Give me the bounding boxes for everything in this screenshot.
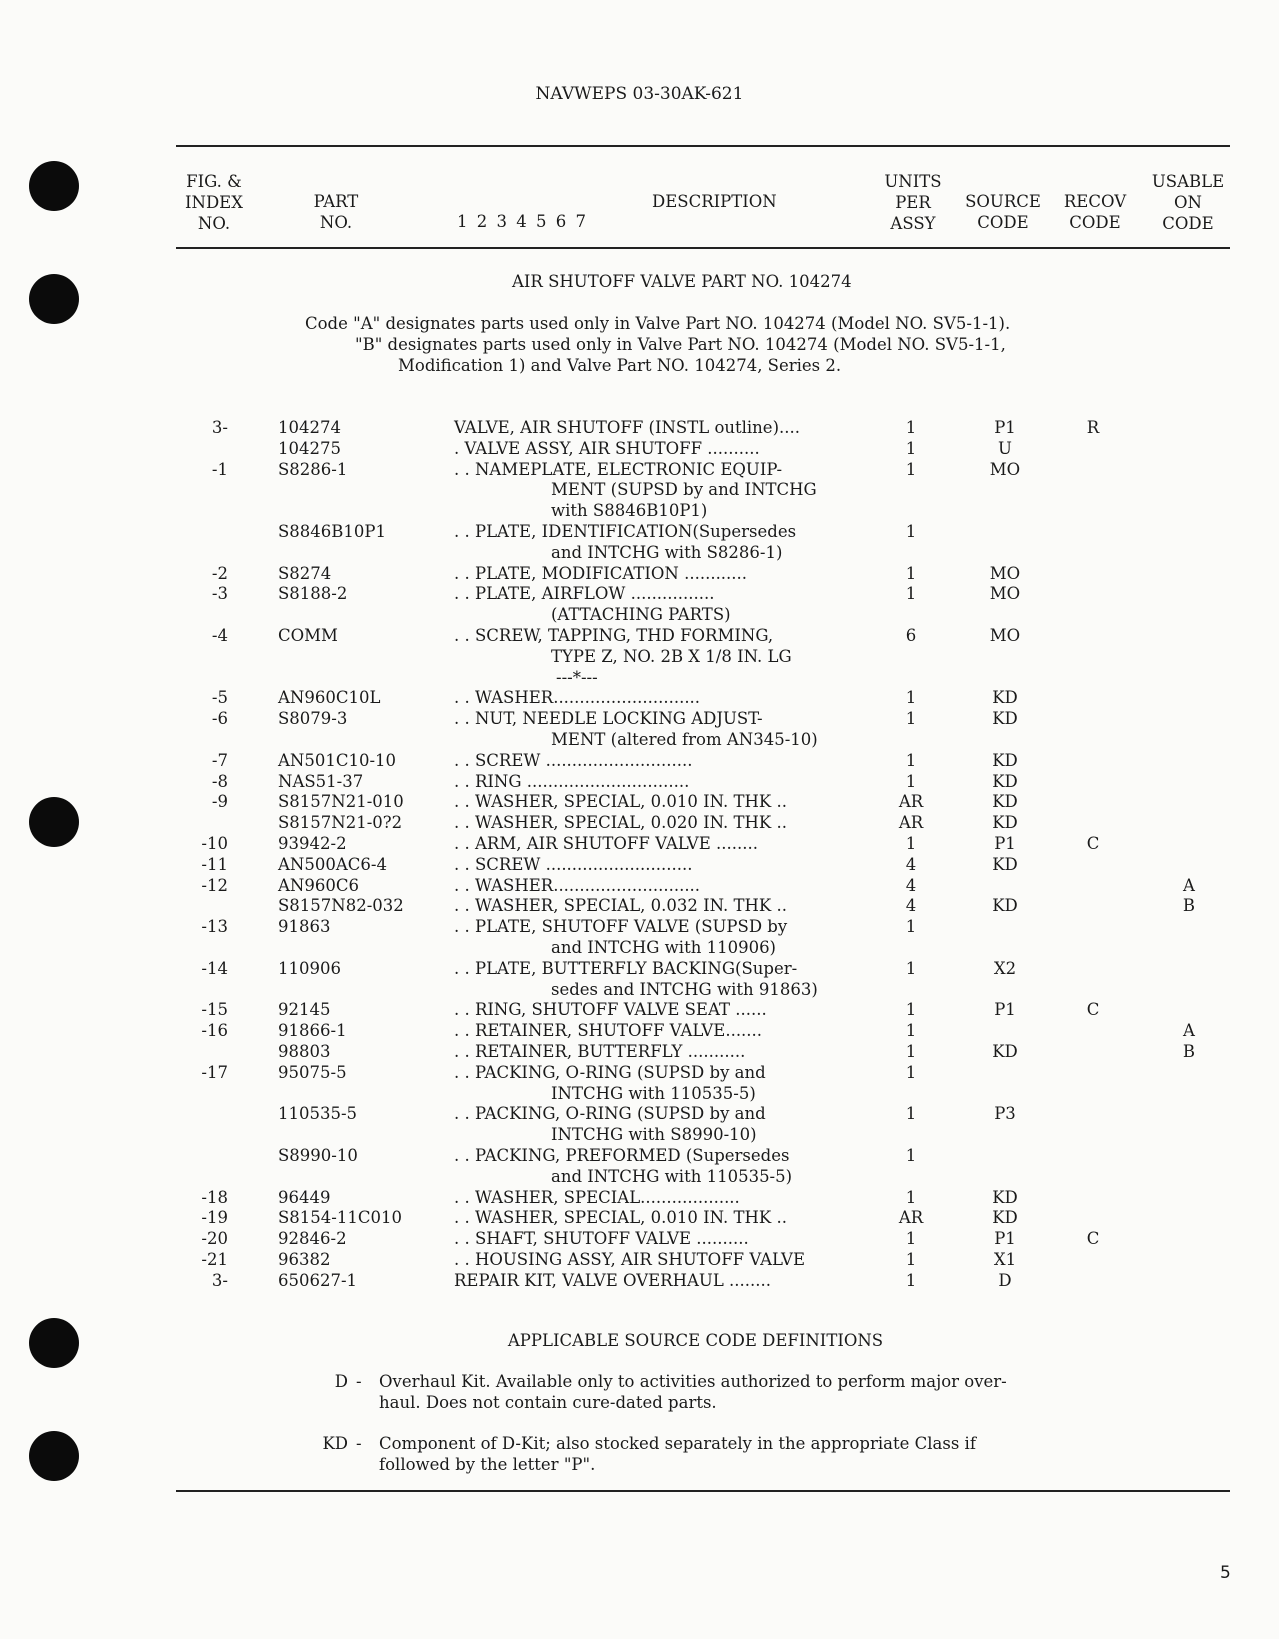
row-part-number: 98803	[278, 1042, 331, 1061]
row-part-number: 96382	[278, 1250, 331, 1269]
row-source-code: KD	[992, 750, 1018, 770]
row-part-number: S8157N82-032	[278, 896, 404, 916]
row-part-number: 110535-5	[278, 1104, 358, 1124]
row-fig-number: -2	[211, 563, 228, 583]
row-units-per-assy: 1	[905, 688, 917, 708]
row-description-continued: ---*---	[556, 667, 598, 687]
row-part-number: AN501C10-10	[278, 750, 397, 770]
row-part-number: S8846B10P1	[278, 522, 387, 541]
row-description: . . WASHER............................	[454, 688, 701, 708]
definition-kd-line-2: followed by the letter "P".	[379, 1455, 596, 1474]
row-fig-number: 3-	[211, 418, 228, 437]
row-fig-number: -14	[201, 958, 228, 978]
row-units-per-assy: AR	[898, 1208, 924, 1228]
definition-dash: -	[356, 1434, 362, 1453]
row-description: . . RING, SHUTOFF VALVE SEAT ......	[454, 1000, 767, 1020]
row-description-continued: INTCHG with 110535-5)	[551, 1083, 756, 1103]
row-part-number: S8286-1	[278, 459, 348, 479]
col-header-source: SOURCE CODE	[965, 192, 1041, 232]
row-fig-number: -9	[211, 792, 228, 812]
row-part-number: 93942-2	[278, 834, 347, 853]
row-source-code: P1	[994, 834, 1016, 853]
row-fig-number: -5	[211, 688, 228, 708]
row-description-continued: TYPE Z, NO. 2B X 1/8 IN. LG	[551, 646, 792, 666]
definition-code-kd: KD	[322, 1434, 348, 1453]
row-part-number: S8188-2	[278, 584, 348, 604]
row-units-per-assy: 1	[905, 958, 917, 978]
row-description: . . PLATE, IDENTIFICATION(Supersedes	[454, 522, 797, 541]
row-description: . . PLATE, BUTTERFLY BACKING(Super-	[454, 958, 798, 978]
row-source-code: D	[998, 1270, 1012, 1290]
row-description: . . PACKING, PREFORMED (Supersedes	[454, 1146, 790, 1165]
row-description: REPAIR KIT, VALVE OVERHAUL ........	[454, 1270, 771, 1290]
row-description: . . WASHER, SPECIAL...................	[454, 1187, 740, 1207]
row-part-number: 104274	[278, 418, 341, 437]
row-fig-number: -4	[211, 626, 228, 645]
row-source-code: KD	[992, 688, 1018, 708]
row-source-code: X2	[993, 958, 1017, 978]
binder-hole-1	[29, 161, 79, 211]
col-header-recov: RECOV CODE	[1063, 192, 1127, 232]
row-part-number: 95075-5	[278, 1062, 347, 1082]
row-fig-number: -3	[211, 584, 228, 604]
row-fig-number: -21	[201, 1250, 228, 1269]
col-header-part: PART NO.	[313, 192, 359, 232]
row-source-code: MO	[989, 563, 1021, 583]
document-number: NAVWEPS 03-30AK-621	[535, 84, 744, 104]
row-description: . VALVE ASSY, AIR SHUTOFF ..........	[454, 438, 760, 458]
row-source-code: P1	[994, 418, 1016, 437]
binder-hole-3	[29, 797, 79, 847]
row-description: . . WASHER, SPECIAL, 0.010 IN. THK ..	[454, 792, 787, 812]
row-units-per-assy: 1	[905, 522, 917, 541]
row-description: . . WASHER............................	[454, 875, 701, 895]
row-description-continued: sedes and INTCHG with 91863)	[551, 979, 818, 999]
row-part-number: NAS51-37	[278, 771, 364, 791]
row-units-per-assy: 1	[905, 438, 917, 458]
row-description-continued: MENT (SUPSD by and INTCHG	[551, 480, 817, 500]
row-part-number: S8157N21-010	[278, 792, 404, 812]
row-units-per-assy: 1	[905, 584, 917, 604]
row-description: . . PACKING, O-RING (SUPSD by and	[454, 1104, 766, 1124]
row-description-continued: and INTCHG with S8286-1)	[551, 542, 783, 562]
header-bottom-rule	[176, 247, 1230, 249]
row-units-per-assy: 1	[905, 709, 917, 729]
row-units-per-assy: 1	[905, 917, 917, 937]
row-source-code: KD	[992, 1187, 1018, 1207]
row-source-code: KD	[992, 896, 1018, 916]
row-part-number: S8157N21-0?2	[278, 813, 403, 833]
row-usable-on-code: B	[1182, 896, 1196, 916]
row-description: . . PACKING, O-RING (SUPSD by and	[454, 1062, 766, 1082]
col-header-description: DESCRIPTION	[652, 192, 777, 211]
row-units-per-assy: 1	[905, 1250, 917, 1269]
row-part-number: S8079-3	[278, 709, 348, 729]
row-part-number: 92846-2	[278, 1229, 347, 1249]
code-note-line-2: "B" designates parts used only in Valve Part NO. 104274 (Model NO. SV5-1-1,	[355, 335, 1006, 354]
definition-d-line-2: haul. Does not contain cure-dated parts.	[379, 1393, 717, 1412]
row-description-continued: INTCHG with S8990-10)	[551, 1125, 757, 1145]
row-description: . . RING ...............................	[454, 771, 690, 791]
row-source-code: KD	[992, 854, 1018, 874]
row-fig-number: -17	[201, 1062, 228, 1082]
row-part-number: 91866-1	[278, 1021, 347, 1041]
row-fig-number: -16	[201, 1021, 228, 1041]
row-description: . . SCREW, TAPPING, THD FORMING,	[454, 626, 774, 645]
row-source-code: KD	[992, 813, 1018, 833]
definition-code-d: D	[334, 1372, 348, 1391]
page-number: 5	[1220, 1563, 1231, 1583]
definition-kd-line-1: Component of D-Kit; also stocked separately in the appropriate Class if	[379, 1434, 976, 1453]
row-units-per-assy: 1	[905, 1270, 917, 1290]
row-part-number: S8154-11C010	[278, 1208, 402, 1228]
col-header-units: UNITS PER ASSY	[884, 172, 942, 233]
row-part-number: S8990-10	[278, 1146, 358, 1165]
row-description-continued: MENT (altered from AN345-10)	[551, 730, 818, 749]
row-recov-code: C	[1086, 1000, 1100, 1020]
col-header-indent: 1 2 3 4 5 6 7	[457, 212, 586, 231]
row-units-per-assy: 1	[905, 1146, 917, 1165]
row-fig-number: -8	[211, 771, 228, 791]
row-units-per-assy: 1	[905, 834, 917, 853]
row-units-per-assy: 1	[905, 1021, 917, 1041]
row-recov-code: C	[1086, 834, 1100, 853]
header-top-rule	[176, 145, 1230, 147]
row-source-code: MO	[989, 584, 1021, 604]
row-fig-number: -18	[201, 1187, 228, 1207]
row-description: . . RETAINER, BUTTERFLY ...........	[454, 1042, 746, 1061]
row-units-per-assy: 1	[905, 1104, 917, 1124]
row-description: . . WASHER, SPECIAL, 0.020 IN. THK ..	[454, 813, 787, 833]
row-fig-number: -15	[201, 1000, 228, 1020]
definition-d-line-1: Overhaul Kit. Available only to activities authorized to perform major over-	[379, 1372, 1007, 1391]
binder-hole-2	[29, 274, 79, 324]
row-part-number: AN960C6	[278, 875, 359, 895]
binder-hole-5	[29, 1431, 79, 1481]
row-units-per-assy: AR	[898, 792, 924, 812]
row-usable-on-code: A	[1183, 875, 1195, 895]
row-description-continued: and INTCHG with 110535-5)	[551, 1166, 793, 1186]
row-fig-number: -19	[201, 1208, 228, 1228]
row-description: . . RETAINER, SHUTOFF VALVE.......	[454, 1021, 763, 1041]
row-description: . . SCREW ............................	[454, 750, 693, 770]
row-units-per-assy: 1	[905, 1062, 917, 1082]
row-description-continued: (ATTACHING PARTS)	[551, 605, 731, 625]
row-fig-number: -11	[201, 854, 228, 874]
row-recov-code: C	[1086, 1229, 1100, 1249]
row-usable-on-code: B	[1182, 1042, 1196, 1061]
row-units-per-assy: 4	[905, 875, 917, 895]
row-recov-code: R	[1086, 418, 1100, 437]
row-units-per-assy: 1	[905, 1229, 917, 1249]
row-description: . . HOUSING ASSY, AIR SHUTOFF VALVE	[454, 1250, 806, 1269]
row-source-code: KD	[992, 709, 1018, 729]
row-description-continued: and INTCHG with 110906)	[551, 938, 776, 957]
row-units-per-assy: 6	[905, 626, 917, 645]
row-description: . . NUT, NEEDLE LOCKING ADJUST-	[454, 709, 763, 729]
row-source-code: MO	[989, 626, 1021, 645]
row-fig-number: 3-	[211, 1270, 228, 1290]
row-fig-number: -13	[201, 917, 228, 937]
col-header-fig: FIG. & INDEX NO.	[185, 172, 243, 233]
footer-rule	[176, 1490, 1230, 1492]
row-part-number: 96449	[278, 1187, 331, 1207]
row-description-continued: with S8846B10P1)	[551, 501, 708, 521]
row-source-code: KD	[992, 1208, 1018, 1228]
row-part-number: S8274	[278, 563, 332, 583]
row-source-code: KD	[992, 771, 1018, 791]
definition-dash: -	[356, 1372, 362, 1391]
row-part-number: AN960C10L	[278, 688, 381, 708]
row-units-per-assy: 1	[905, 459, 917, 479]
row-description: . . WASHER, SPECIAL, 0.010 IN. THK ..	[454, 1208, 787, 1228]
row-units-per-assy: 1	[905, 1000, 917, 1020]
row-units-per-assy: 1	[905, 750, 917, 770]
row-units-per-assy: 4	[905, 854, 917, 874]
row-units-per-assy: 1	[905, 418, 917, 437]
row-source-code: P1	[994, 1229, 1016, 1249]
row-fig-number: -10	[201, 834, 228, 853]
code-note-line-3: Modification 1) and Valve Part NO. 104274, Series 2.	[398, 356, 842, 375]
row-description: . . SCREW ............................	[454, 854, 693, 874]
row-part-number: 110906	[278, 958, 341, 978]
row-fig-number: -1	[211, 459, 228, 479]
row-part-number: 104275	[278, 438, 341, 458]
row-description: . . WASHER, SPECIAL, 0.032 IN. THK ..	[454, 896, 787, 916]
row-fig-number: -7	[211, 750, 228, 770]
code-note-line-1: Code "A" designates parts used only in Valve Part NO. 104274 (Model NO. SV5-1-1).	[305, 314, 1011, 333]
col-header-usable: USABLE ON CODE	[1151, 172, 1225, 233]
row-part-number: AN500AC6-4	[278, 854, 387, 874]
row-description: . . NAMEPLATE, ELECTRONIC EQUIP-	[454, 459, 783, 479]
row-description: . . ARM, AIR SHUTOFF VALVE ........	[454, 834, 758, 853]
row-source-code: P3	[994, 1104, 1016, 1124]
row-source-code: X1	[993, 1250, 1017, 1269]
row-description: . . SHAFT, SHUTOFF VALVE ..........	[454, 1229, 749, 1249]
row-units-per-assy: 1	[905, 1042, 917, 1061]
row-units-per-assy: 4	[905, 896, 917, 916]
row-part-number: 650627-1	[278, 1270, 358, 1290]
row-source-code: KD	[992, 792, 1018, 812]
row-part-number: 91863	[278, 917, 331, 937]
row-description: . . PLATE, AIRFLOW ................	[454, 584, 715, 604]
row-units-per-assy: 1	[905, 1187, 917, 1207]
section-title: AIR SHUTOFF VALVE PART NO. 104274	[512, 272, 852, 291]
row-fig-number: -12	[201, 875, 228, 895]
row-description: . . PLATE, SHUTOFF VALVE (SUPSD by	[454, 917, 788, 937]
row-description: . . PLATE, MODIFICATION ............	[454, 563, 748, 583]
row-units-per-assy: 1	[905, 563, 917, 583]
row-units-per-assy: 1	[905, 771, 917, 791]
row-part-number: 92145	[278, 1000, 331, 1020]
row-description: VALVE, AIR SHUTOFF (INSTL outline)....	[454, 418, 800, 437]
row-fig-number: -6	[211, 709, 228, 729]
row-usable-on-code: A	[1183, 1021, 1195, 1041]
row-source-code: P1	[994, 1000, 1016, 1020]
row-units-per-assy: AR	[898, 813, 924, 833]
definitions-title: APPLICABLE SOURCE CODE DEFINITIONS	[507, 1331, 884, 1350]
row-source-code: U	[998, 438, 1012, 458]
row-source-code: KD	[992, 1042, 1018, 1061]
row-part-number: COMM	[278, 626, 338, 645]
row-source-code: MO	[989, 459, 1021, 479]
row-fig-number: -20	[201, 1229, 228, 1249]
